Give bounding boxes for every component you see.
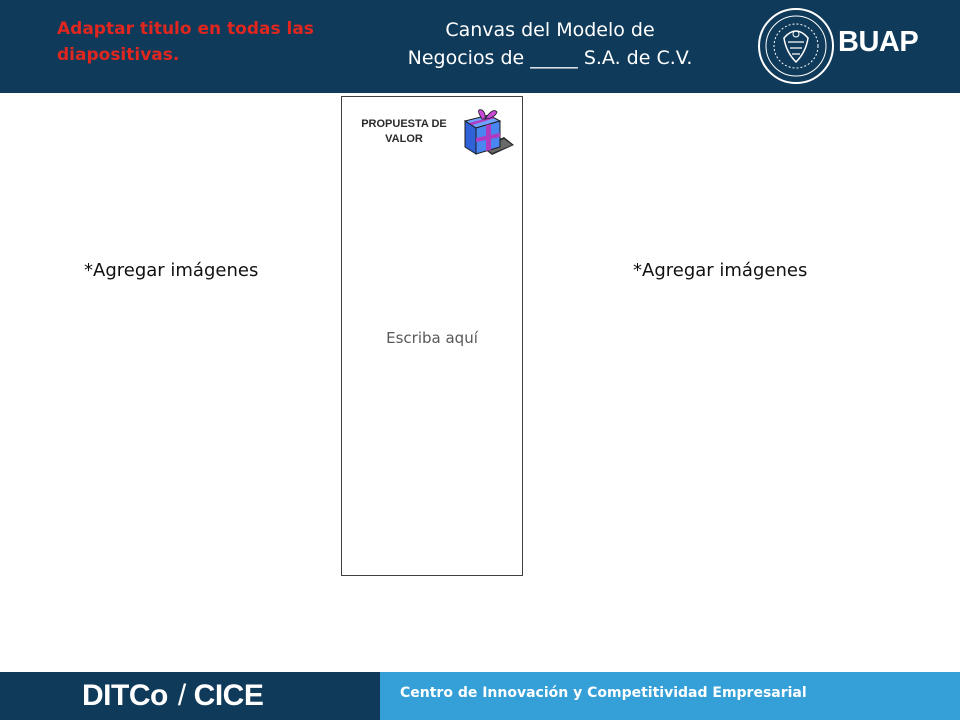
instruction-note: Adaptar titulo en todas las diapositivas. bbox=[57, 19, 314, 65]
add-images-placeholder-left: *Agregar imágenes bbox=[84, 260, 259, 281]
ditco-logo: DITCo bbox=[82, 679, 168, 712]
logo-separator: / bbox=[177, 679, 186, 712]
slide-title-line1: Canvas del Modelo de bbox=[445, 19, 655, 41]
slide-title bbox=[350, 16, 750, 72]
add-images-placeholder-right: *Agregar imágenes bbox=[633, 260, 808, 281]
slide-title-line2: Negocios de _____ S.A. de C.V. bbox=[407, 47, 693, 69]
footer-logo-panel bbox=[0, 672, 380, 720]
block-title: PROPUESTA DE VALOR bbox=[361, 118, 447, 145]
value-proposition-block[interactable] bbox=[341, 96, 523, 576]
footer-caption-panel bbox=[380, 672, 960, 720]
gift-box-icon bbox=[460, 107, 516, 161]
footer-caption: Centro de Innovación y Competitividad Empresarial bbox=[400, 685, 807, 701]
block-body-placeholder[interactable]: Escriba aquí bbox=[386, 329, 478, 347]
cice-logo: CICE bbox=[193, 679, 264, 712]
brand-wordmark: BUAP bbox=[838, 26, 919, 58]
footer-bar bbox=[0, 672, 960, 720]
footer-logos bbox=[82, 678, 263, 714]
header-bar bbox=[0, 0, 960, 93]
university-seal-icon bbox=[756, 6, 836, 86]
